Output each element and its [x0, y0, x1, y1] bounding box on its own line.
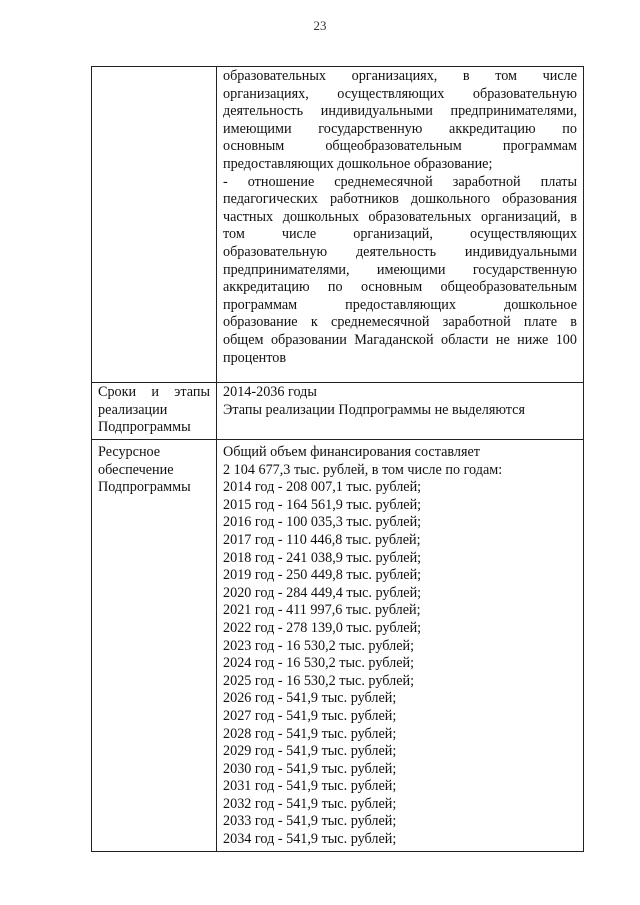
funding-year-item: 2018 год - 241 038,9 тыс. рублей;: [223, 549, 422, 566]
page-number: 23: [313, 18, 327, 33]
text-line: основным общеобразовательным программам: [223, 138, 577, 155]
funding-year-item: 2015 год - 164 561,9 тыс. рублей;: [223, 496, 422, 513]
funding-year-item: 2019 год - 250 449,8 тыс. рублей;: [223, 567, 422, 584]
targets-continuation-cell: [217, 67, 584, 383]
resources-label-line: Ресурсное: [98, 444, 161, 460]
funding-year-item: 2014 год - 208 007,1 тыс. рублей;: [223, 479, 422, 496]
funding-year-item: 2023 год - 16 530,2 тыс. рублей;: [223, 637, 415, 654]
text-line: программам предоставляющих дошкольное: [223, 296, 577, 313]
text-line: частных дошкольных образовательных организаций, в: [223, 208, 577, 225]
table-row-stages: [92, 383, 584, 440]
funding-year-item: 2024 год - 16 530,2 тыс. рублей;: [223, 655, 415, 672]
stages-value-cell: [217, 383, 584, 440]
stages-label-line: реализации: [98, 401, 168, 418]
funding-year-item: 2017 год - 110 446,8 тыс. рублей;: [223, 531, 421, 548]
funding-year-item: 2028 год - 541,9 тыс. рублей;: [223, 725, 397, 742]
text-line: образовательную деятельность индивидуальными: [223, 243, 577, 260]
subprogram-passport-table: [91, 66, 584, 852]
text-line: организациях, осуществляющих образовательную: [223, 85, 577, 102]
resources-label-cell: [92, 440, 217, 852]
stages-period: 2014-2036 годы: [223, 384, 317, 400]
text-line: общем образовании Магаданской области не ниже 100: [223, 331, 577, 348]
funding-by-year-list: [223, 479, 577, 848]
targets-text: [223, 68, 577, 367]
text-line: предоставляющих дошкольное образование;: [223, 155, 493, 172]
funding-year-item: 2027 год - 541,9 тыс. рублей;: [223, 707, 397, 724]
text-line: имеющими государственную аккредитацию по: [223, 120, 577, 137]
text-line: аккредитацию по основным общеобразовательным: [223, 279, 577, 296]
table-row-targets-continuation: [92, 67, 584, 383]
funding-intro: Общий объем финансирования составляет: [223, 444, 480, 460]
text-line: процентов: [223, 349, 287, 366]
funding-year-item: 2034 год - 541,9 тыс. рублей;: [223, 831, 397, 848]
text-line: образование к среднемесячной заработной плате в: [223, 314, 577, 331]
funding-year-item: 2029 год - 541,9 тыс. рублей;: [223, 743, 397, 760]
funding-total: 2 104 677,3 тыс. рублей, в том числе по годам:: [223, 461, 503, 478]
funding-year-item: 2032 год - 541,9 тыс. рублей;: [223, 795, 397, 812]
resources-label-line: обеспечение: [98, 461, 174, 478]
text-line: образовательных организациях, в том числе: [223, 68, 577, 84]
funding-year-item: 2033 год - 541,9 тыс. рублей;: [223, 813, 397, 830]
text-line: деятельность индивидуальными предпринимателями,: [223, 103, 577, 120]
stages-label-cell: [92, 383, 217, 440]
funding-year-item: 2030 год - 541,9 тыс. рублей;: [223, 760, 397, 777]
table-row-resources: [92, 440, 584, 852]
stages-label-line: Сроки и этапы: [98, 384, 210, 400]
text-line: - отношение среднемесячной заработной платы: [223, 173, 577, 190]
funding-year-item: 2025 год - 16 530,2 тыс. рублей;: [223, 672, 415, 689]
text-line: том числе организаций, осуществляющих: [223, 226, 577, 243]
resources-value-cell: [217, 440, 584, 852]
funding-year-item: 2022 год - 278 139,0 тыс. рублей;: [223, 619, 422, 636]
text-line: предпринимателями, имеющими государственную: [223, 261, 577, 278]
funding-year-item: 2026 год - 541,9 тыс. рублей;: [223, 690, 397, 707]
stages-label-line: Подпрограммы: [98, 419, 191, 436]
funding-year-item: 2021 год - 411 997,6 тыс. рублей;: [223, 602, 421, 619]
funding-year-item: 2020 год - 284 449,4 тыс. рублей;: [223, 584, 422, 601]
text-line: педагогических работников дошкольного образования: [223, 191, 577, 208]
funding-year-item: 2031 год - 541,9 тыс. рублей;: [223, 778, 397, 795]
funding-year-item: 2016 год - 100 035,3 тыс. рублей;: [223, 514, 422, 531]
empty-label-cell: [92, 67, 217, 383]
stages-note: Этапы реализации Подпрограммы не выделяются: [223, 401, 525, 418]
resources-label-line: Подпрограммы: [98, 479, 191, 496]
